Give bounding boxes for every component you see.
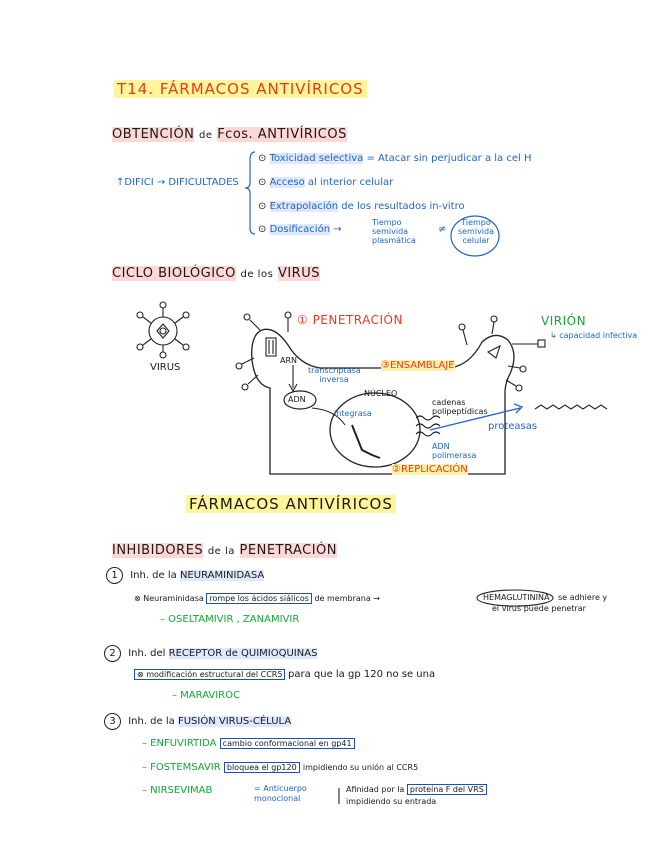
sec1-line [134,594,380,603]
sec3-title-b: FUSIÓN VIRUS-CÉLULA [177,716,292,727]
dificultades-label: ↑DIFICI → DIFICULTADES [116,177,239,188]
sec3-row-1-box: cambio conformacional en gp41 [220,738,355,749]
transcriptasa-label: transcriptasa inversa [308,366,361,384]
sec3-row-1 [142,738,355,749]
dos-right: Tiempo semivida celular [457,218,495,245]
obtencion-heading-de: de [199,130,213,141]
sec1-drugs: – OSELTAMIVIR , ZANAMIVIR [160,614,300,625]
sec3-row-1-drug: – ENFUVIRTIDA [142,738,217,749]
inhibidores-heading-de: de la [207,546,235,557]
sec3-nirse-aff-box: proteína F del VRS [407,784,487,795]
obtencion-item-4: ⊙ Dosificación → [258,224,342,235]
integrasa-label: integrasa [334,409,372,418]
virus-icon [137,302,189,358]
sec3-num: 3 [104,713,121,730]
sec3-title-a: Inh. de la [128,716,175,727]
obtencion-item-1: ⊙ Toxicidad selectiva = Atacar sin perjudicar a la cel H [258,153,532,164]
virus-label: VIRUS [150,362,181,373]
bracket [245,152,255,234]
sec1-hemaglutinina: HEMAGLUTININA [483,593,550,602]
item-2-bold: Acceso [269,177,305,188]
sec1-title-a: Inh. de la [130,570,177,581]
ciclo-heading-rest: VIRUS [277,266,320,281]
page-title: T14. FÁRMACOS ANTIVÍRICOS [114,80,367,98]
integrated-dna [352,425,380,458]
inhibidores-heading-rest: PENETRACIÓN [239,543,338,558]
item-2-rest: al interior celular [307,177,394,188]
sec3-row-2-post: impidiendo su unión al CCR5 [302,763,419,772]
inhibidores-heading [112,543,337,558]
sec3-row-3 [142,785,212,796]
obtencion-item-3: ⊙ Extrapolación de los resultados in-vitro [258,201,465,212]
sec3-row-3-drug: – NIRSEVIMAB [142,785,213,796]
sec2-title-a: Inh. del [128,648,166,659]
sec1-post-1: se adhiere y [558,593,608,602]
sec3-nirse-imp: impidiendo su entrada [346,797,437,806]
semivida-circle [451,216,499,256]
item-4-rest: → [333,224,342,235]
sec3-nirse-ac: = Anticuerpo monoclonal [254,784,307,803]
sec2-line-box: ⊗ modificación estructural del CCR5 [134,669,285,680]
ciclo-heading-main: CICLO BIOLÓGICO [112,266,236,281]
item-1-bold: Toxicidad selectiva [269,153,364,164]
sec3-row-2-drug: – FOSTEMSAVIR [142,762,221,773]
item-3-bold: Extrapolación [269,201,339,212]
replicacion-label: ②REPLICACIÓN [392,464,468,475]
protein-chain [535,405,607,409]
obtencion-heading-main: OBTENCIÓN [112,127,195,142]
sec1-line-mid: de membrana → [314,594,380,603]
sec1-num: 1 [106,567,123,584]
dos-left: Tiempo semivida plasmática [372,218,416,245]
sec1-title [106,567,264,584]
proteasas-label: proteasas [488,421,538,432]
entering-virus [236,312,291,390]
adn-polimerasa-label: ADN polimerasa [432,442,477,460]
sec2-line-post: para que la gp 120 no se una [287,669,436,680]
sec1-post-2: el virus puede penetrar [492,604,586,613]
farmacos-heading: FÁRMACOS ANTIVÍRICOS [186,495,396,513]
virion-label: VIRIÓN [541,314,587,328]
sec1-line-pre: ⊗ Neuraminidasa [134,594,204,603]
adn-label: ADN [288,395,306,404]
item-1-rest: = Atacar sin perjudicar a la cel H [366,153,532,164]
item-3-rest: de los resultados in-vitro [341,201,465,212]
ensamblaje-label: ③ENSAMBLAJE [381,360,455,371]
inhibidores-heading-main: INHIBIDORES [112,543,204,558]
sec2-title-b: RECEPTOR de QUIMIOQUINAS [168,648,318,659]
arn-label: ARN [280,356,298,365]
obtencion-heading-rest: Fcos. ANTIVÍRICOS [217,127,347,142]
sec3-nirse-aff-pre: Afinidad por la [346,785,405,794]
ciclo-heading-de: de los [240,269,274,280]
obtencion-item-2: ⊙ Acceso al interior celular [258,177,394,188]
sec1-line-box: rompe los ácidos siálicos [206,593,312,604]
virion-note: ↳ capacidad infectiva [550,331,638,340]
sec3-title [104,713,291,730]
dos-neq: ≠ [438,224,447,235]
sec3-row-2-box: bloquea el gp120 [224,762,300,773]
leaving-virion [459,316,545,391]
sec2-line [134,669,435,680]
sec3-row-2 [142,762,418,773]
sec2-num: 2 [104,645,121,662]
penetracion-label: ① PENETRACIÓN [297,313,403,327]
sec2-title [104,645,317,662]
sec2-drug: – MARAVIROC [172,690,240,701]
nucleo-label: NÚCLEO [364,389,398,398]
cadenas-label: cadenas polipeptídicas [432,398,488,416]
sec1-title-b: NEURAMINIDASA [179,570,265,581]
sec3-nirse-aff [346,785,487,794]
item-4-bold: Dosificación [269,224,331,235]
